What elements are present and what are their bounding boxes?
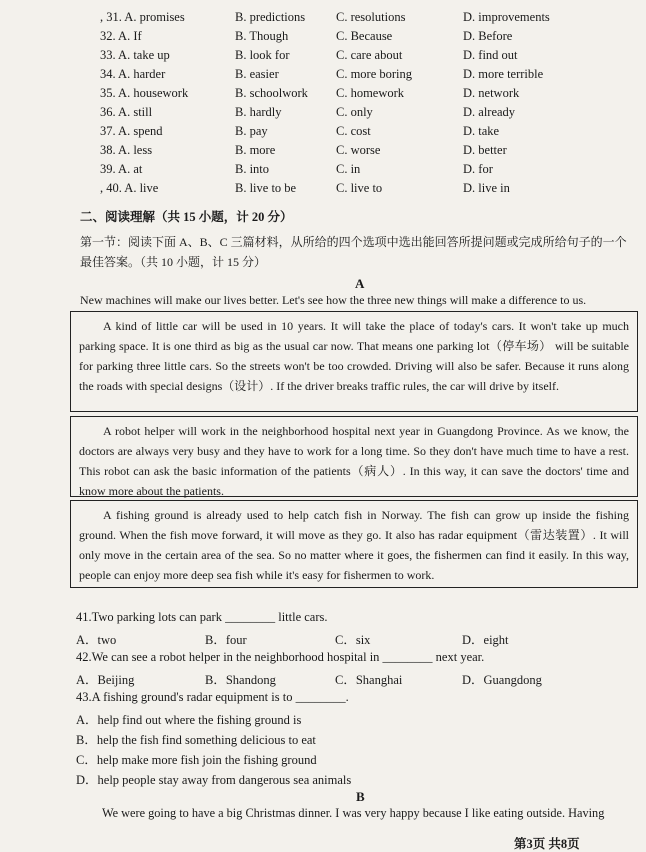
cloze-option-39-d: D. for	[463, 162, 493, 176]
question-42: 42.We can see a robot helper in the neighborhood hospital in ________ next year.	[76, 650, 485, 664]
q43-option-d: D．help people stay away from dangerous sea animals	[76, 773, 352, 787]
cloze-option-33-b: B. look for	[235, 48, 290, 62]
cloze-option-36-c: C. only	[336, 105, 373, 119]
q42-option-d: D．Guangdong	[462, 673, 542, 687]
cloze-option-37-d: D. take	[463, 124, 500, 138]
cloze-option-38-c: C. worse	[336, 143, 381, 157]
cloze-option-35-c: C. homework	[336, 86, 405, 100]
cloze-option-39-c: C. in	[336, 162, 361, 176]
q42-option-b: B．Shandong	[205, 673, 276, 687]
q41-option-a: A．two	[76, 633, 117, 647]
passage-label-a: A	[355, 276, 365, 291]
cloze-option-36-a: 36. A. still	[100, 105, 153, 119]
passage-a-fishing-text: A fishing ground is already used to help catch fish in Norway. The fish can grow up inside the fishing ground. When the fish move forward, it will move as they go. It also has radar equipment（雷达装置）. It will only move in the certain area of the sea. So no matter where it goes, the fishermen can find it easily. In this way, people can enjoy more deep sea fish while it's easy for fishermen to work.	[79, 508, 629, 582]
cloze-option-33-c: C. care about	[336, 48, 403, 62]
q43-option-c: C．help make more fish join the fishing ground	[76, 753, 317, 767]
cloze-option-38-b: B. more	[235, 143, 276, 157]
cloze-option-34-b: B. easier	[235, 67, 279, 81]
q42-option-c: C．Shanghai	[335, 673, 403, 687]
passage-a-box-robot	[70, 416, 638, 497]
cloze-option-35-b: B. schoolwork	[235, 86, 308, 100]
cloze-option-33-d: D. find out	[463, 48, 518, 62]
cloze-option-39-b: B. into	[235, 162, 270, 176]
cloze-option-37-b: B. pay	[235, 124, 268, 138]
cloze-option-33-a: 33. A. take up	[100, 48, 170, 62]
cloze-option-31-c: C. resolutions	[336, 10, 406, 24]
cloze-option-40-a: , 40. A. live	[100, 181, 159, 195]
cloze-option-31-d: D. improvements	[463, 10, 550, 24]
q41-option-c: C．six	[335, 633, 371, 647]
cloze-option-31-b: B. predictions	[235, 10, 306, 24]
passage-a-box-fishing	[70, 500, 638, 588]
cloze-option-36-b: B. hardly	[235, 105, 282, 119]
section-heading: 二、阅读理解（共 15 小题，计 20 分）	[80, 210, 293, 224]
passage-a-intro: New machines will make our lives better. Let's see how the three new things will make a difference to us.	[80, 293, 587, 307]
section-instruction-line2: 最佳答案。（共 10 小题，计 15 分）	[80, 255, 267, 269]
cloze-option-32-a: 32. A. If	[100, 29, 142, 43]
passage-a-robot-text: A robot helper will work in the neighborhood hospital next year in Guangdong Province. As we know, the doctors are always very busy and they have to work for a long time. So they don't have much time to have a rest. This robot can ask the basic information of the patients（病人）. In this way, it can save the doctors' time and know more about the patients.	[79, 424, 629, 498]
q42-option-a: A．Beijing	[76, 673, 135, 687]
cloze-option-40-b: B. live to be	[235, 181, 297, 195]
q43-option-b: B．help the fish find something delicious to eat	[76, 733, 316, 747]
cloze-option-34-d: D. more terrible	[463, 67, 544, 81]
cloze-option-34-a: 34. A. harder	[100, 67, 166, 81]
passage-a-car-text: A kind of little car will be used in 10 years. It will take the place of today's cars. It won't take up much parking space. It is one third as big as the usual car now. That means one parking lot（停车场） will be suitable for parking three little cars. So the streets won't be too crowded. Driving will also be safer. Because it runs along the roads with special designs（设计）. If the driver breaks traffic rules, the car will drive by itself.	[79, 319, 629, 393]
question-43: 43.A fishing ground's radar equipment is to ________.	[76, 690, 349, 704]
passage-b-first-line: We were going to have a big Christmas dinner. I was very happy because I like eating outside. Having	[102, 806, 605, 820]
section-instruction-line1: 第一节：阅读下面 A、B、C 三篇材料，从所给的四个选项中选出能回答所提问题或完成所给句子的一个	[80, 235, 627, 249]
cloze-option-32-c: C. Because	[336, 29, 393, 43]
cloze-option-32-b: B. Though	[235, 29, 289, 43]
q41-option-d: D．eight	[462, 633, 509, 647]
q41-option-b: B．four	[205, 633, 247, 647]
cloze-option-38-a: 38. A. less	[100, 143, 153, 157]
passage-label-b: B	[356, 789, 365, 804]
cloze-option-39-a: 39. A. at	[100, 162, 143, 176]
cloze-option-36-d: D. already	[463, 105, 516, 119]
cloze-option-31-a: , 31. A. promises	[100, 10, 185, 24]
page-number: 第3页 共8页	[514, 837, 580, 851]
cloze-option-34-c: C. more boring	[336, 67, 413, 81]
passage-a-box-car	[70, 311, 638, 412]
question-41: 41.Two parking lots can park ________ little cars.	[76, 610, 328, 624]
cloze-option-32-d: D. Before	[463, 29, 513, 43]
cloze-option-38-d: D. better	[463, 143, 507, 157]
cloze-option-37-c: C. cost	[336, 124, 371, 138]
cloze-option-40-c: C. live to	[336, 181, 383, 195]
cloze-option-35-a: 35. A. housework	[100, 86, 189, 100]
cloze-option-35-d: D. network	[463, 86, 520, 100]
cloze-option-37-a: 37. A. spend	[100, 124, 163, 138]
q43-option-a: A．help find out where the fishing ground is	[76, 713, 302, 727]
cloze-option-40-d: D. live in	[463, 181, 510, 195]
